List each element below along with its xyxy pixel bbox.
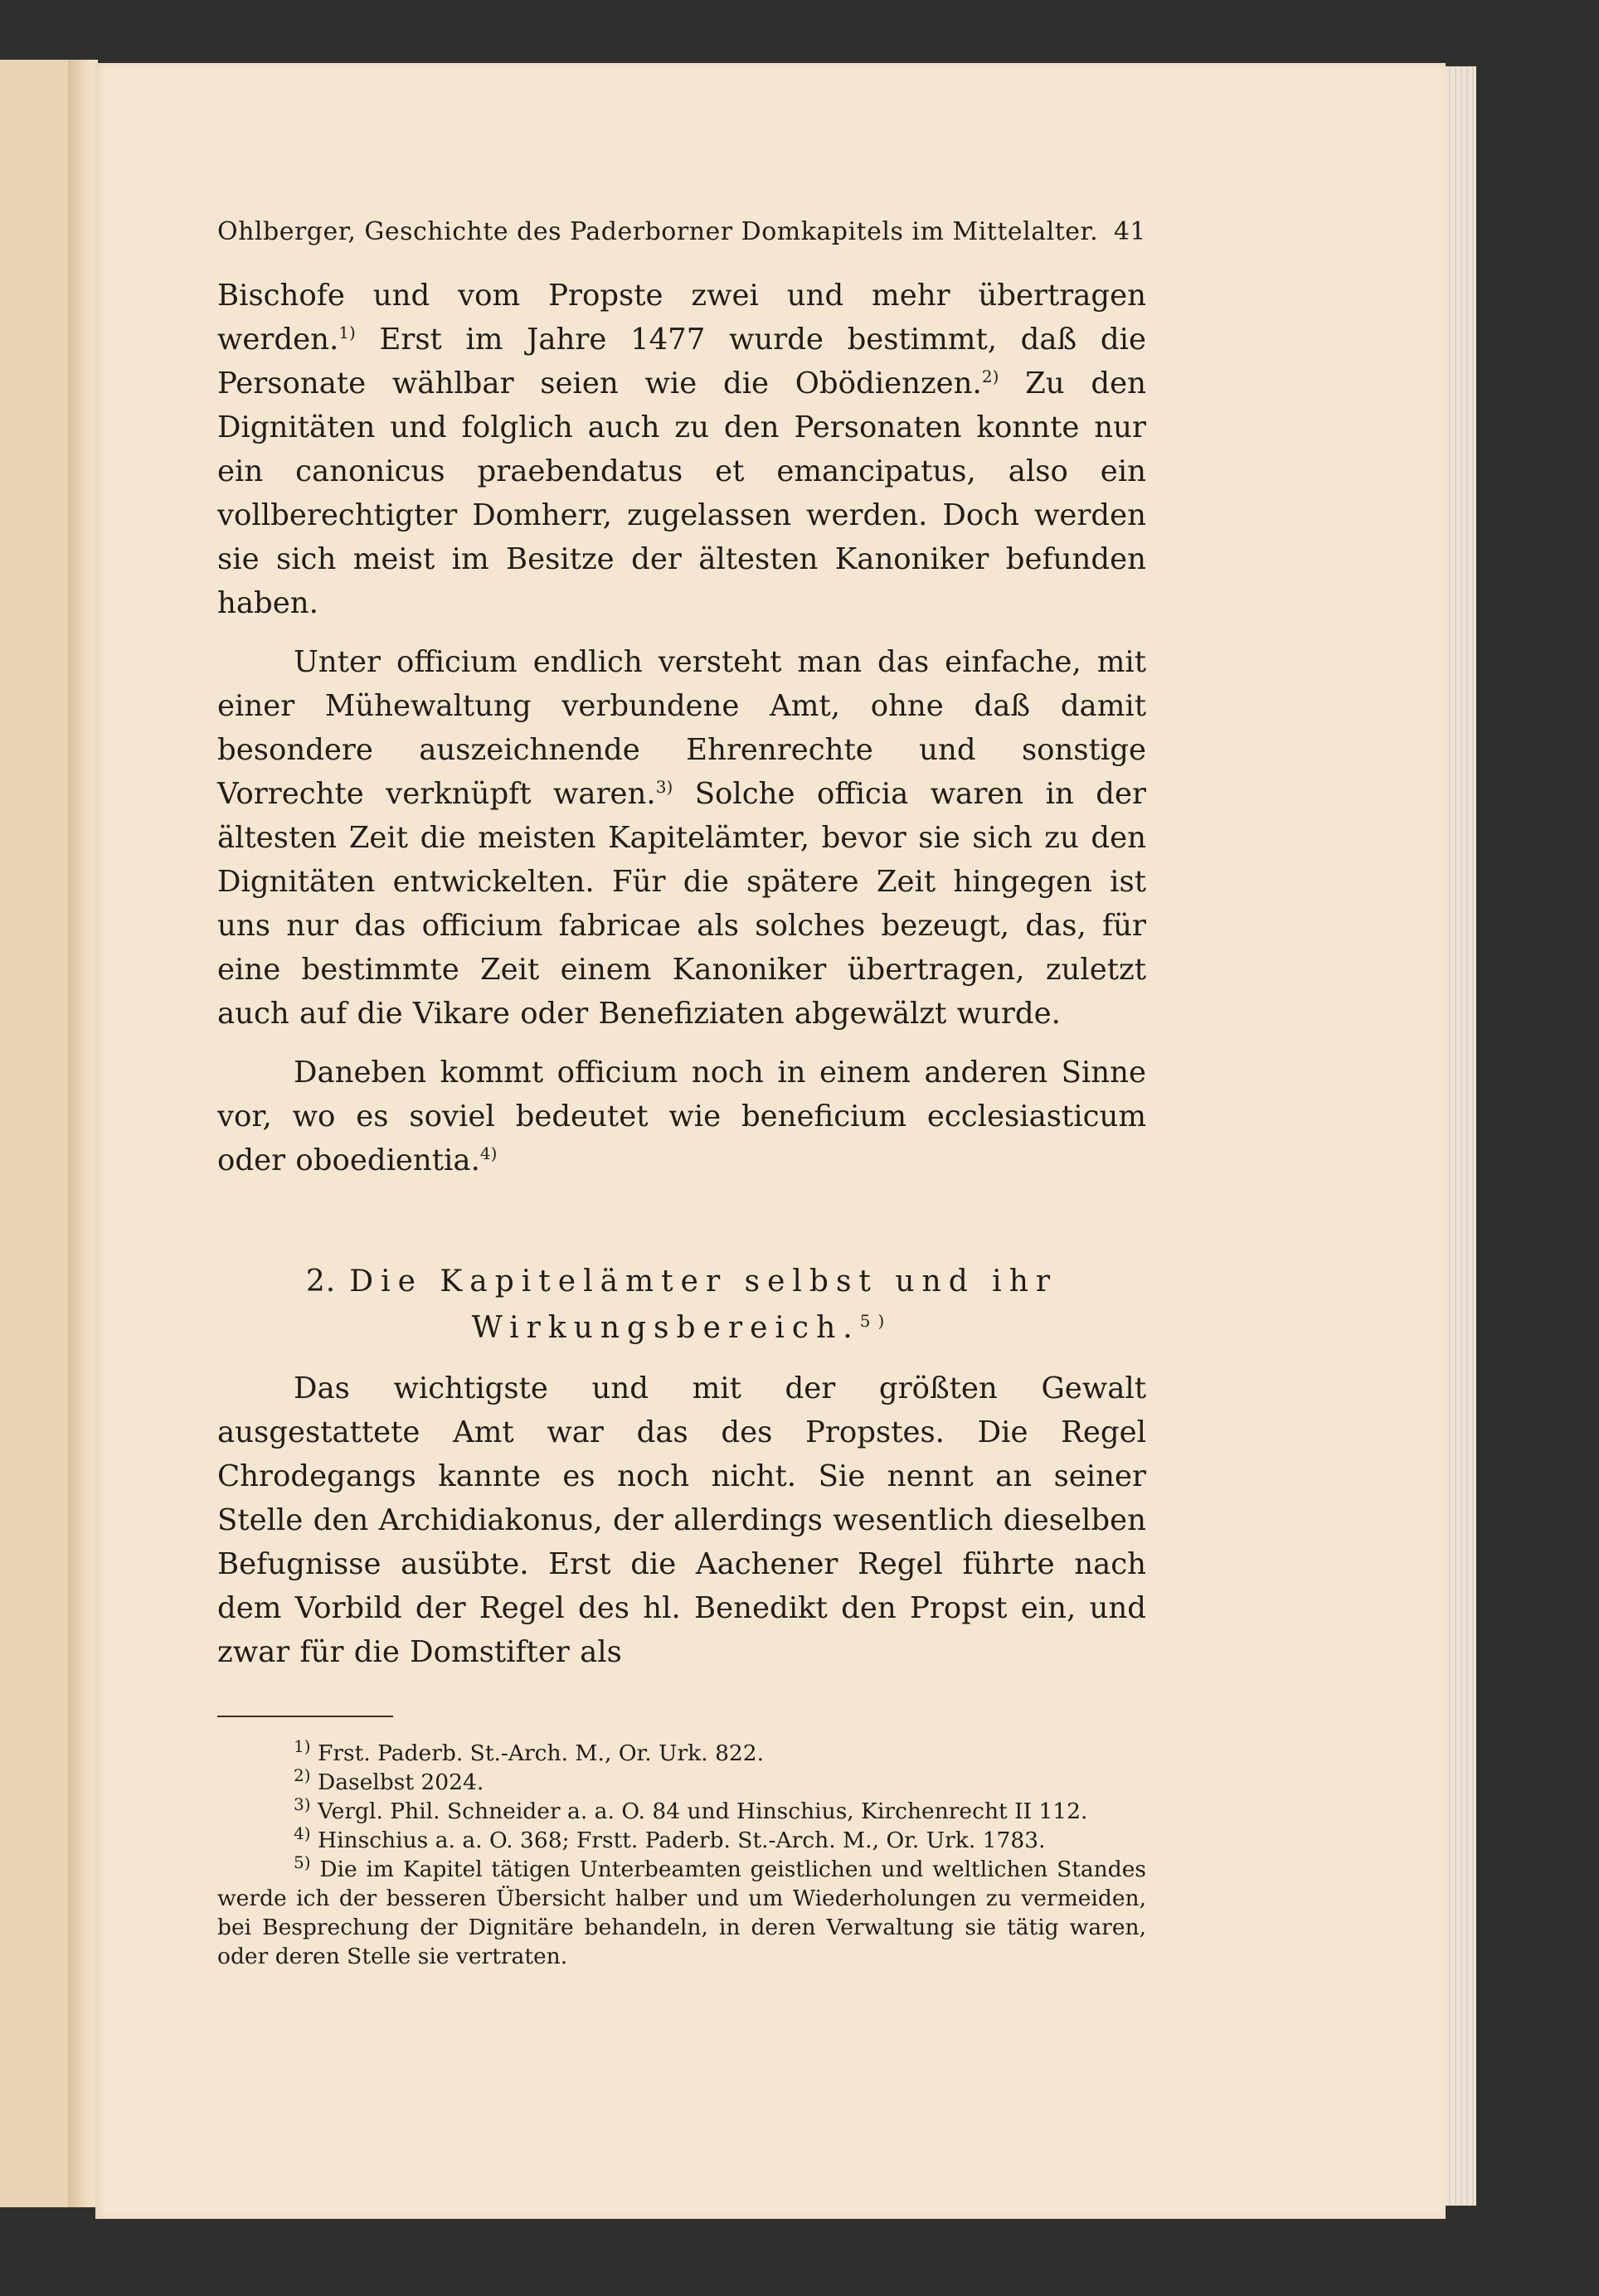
footnote-ref: 4) — [479, 1143, 498, 1164]
section-title-text: Die Kapitelämter selbst und ihr Wirkungsbereich. — [349, 1264, 1058, 1345]
footnote: $^{4)}$ Hinschius a. a. O. 368; Frstt. Paderb. St.-Arch. M., Or. Urk. 1783. — [294, 1823, 1046, 1853]
paragraph-4: Das wichtigste und mit der größten Gewalt ausgestattete Amt war das des Propstes. Die Regel Chrodegangs kannte es noch nicht. Sie nennt an seiner Stelle den Archidiakonus, der allerdings wesentlich dieselben Befugnisse ausübte. Erst die Aachener Regel führte nach dem Vorbild der Regel des hl. Benedikt den Propst ein, und zwar für die Domstifter als — [217, 1371, 1146, 1669]
paragraph-text: Daneben kommt officium noch in einem anderen Sinne vor, wo es soviel bedeutet wie beneficium ecclesiasticum oder oboedientia. — [217, 1056, 1146, 1177]
paragraph-text: Bischofe und vom Propste zwei und mehr übertragen werden. — [217, 279, 1146, 357]
paragraph-1 — [217, 274, 1146, 625]
footnote: $^{3)}$ Vergl. Phil. Schneider a. a. O. 84 und Hinschius, Kirchenrecht II 112. — [294, 1794, 1088, 1824]
book-gutter — [68, 60, 98, 2207]
paragraph-text: Solche officia waren in der ältesten Zeit die meisten Kapitelämter, bevor sie sich zu den Dignitäten entwickelten. Für die spätere Zeit hingegen ist uns nur das officium fabricae als solches bezeugt, das, für eine bestimmte Zeit einem Kanoniker übertragen, zuletzt auch auf die Vikare oder Benefiziaten abgewälzt wurde. — [217, 777, 1146, 1031]
footnote-ref: 1) — [338, 323, 356, 343]
footnote-ref: 3) — [655, 777, 673, 798]
footnote-ref: 2) — [981, 366, 999, 387]
paragraph-text: Erst im Jahre 1477 wurde bestimmt, daß die Personate wählbar seien wie die Obödienzen. — [217, 323, 1146, 400]
footnote-ref: 5) — [859, 1311, 892, 1331]
running-header — [217, 217, 1146, 267]
footnotes — [217, 1736, 1146, 1971]
section-number: 2. — [305, 1264, 337, 1298]
footnote: $^{5)}$ Die im Kapitel tätigen Unterbeamten geistlichen und weltlichen Standes werde ich der besseren Übersicht halber und um Wiederholungen zu vermeiden, bei Besprechung der Dignitäre behandeln, in deren Verwaltung sie tätig waren, oder deren Stelle sie vertraten. — [217, 1852, 1146, 1969]
paragraph-text: Zu den Dignitäten und folglich auch zu den Personaten konnte nur ein canonicus praebendatus et emancipatus, also ein vollberechtigter Domherr, zugelassen werden. Doch werden sie sich meist im Besitze der ältesten Kanoniker befunden haben. — [217, 366, 1146, 620]
facing-page-edge — [0, 60, 75, 2207]
paragraph-2 — [217, 640, 1146, 1036]
paragraph-text: Unter officium endlich versteht man das einfache, mit einer Mühewaltung verbundene Amt, ohne daß damit besondere auszeichnende Ehrenrechte und sonstige Vorrechte verknüpft waren. — [217, 645, 1146, 811]
footnote: $^{1)}$ Frst. Paderb. St.-Arch. M., Or. Urk. 822. — [294, 1736, 765, 1766]
page-number: 41 — [1113, 217, 1146, 246]
running-title: Ohlberger, Geschichte des Paderborner Domkapitels im Mittelalter. — [217, 217, 1099, 246]
footnote-divider — [217, 1716, 393, 1717]
page-text-block — [217, 217, 1146, 1971]
paragraph-3 — [217, 1051, 1146, 1182]
footnote: $^{2)}$ Daselbst 2024. — [294, 1765, 484, 1795]
section-heading — [217, 1259, 1146, 1352]
